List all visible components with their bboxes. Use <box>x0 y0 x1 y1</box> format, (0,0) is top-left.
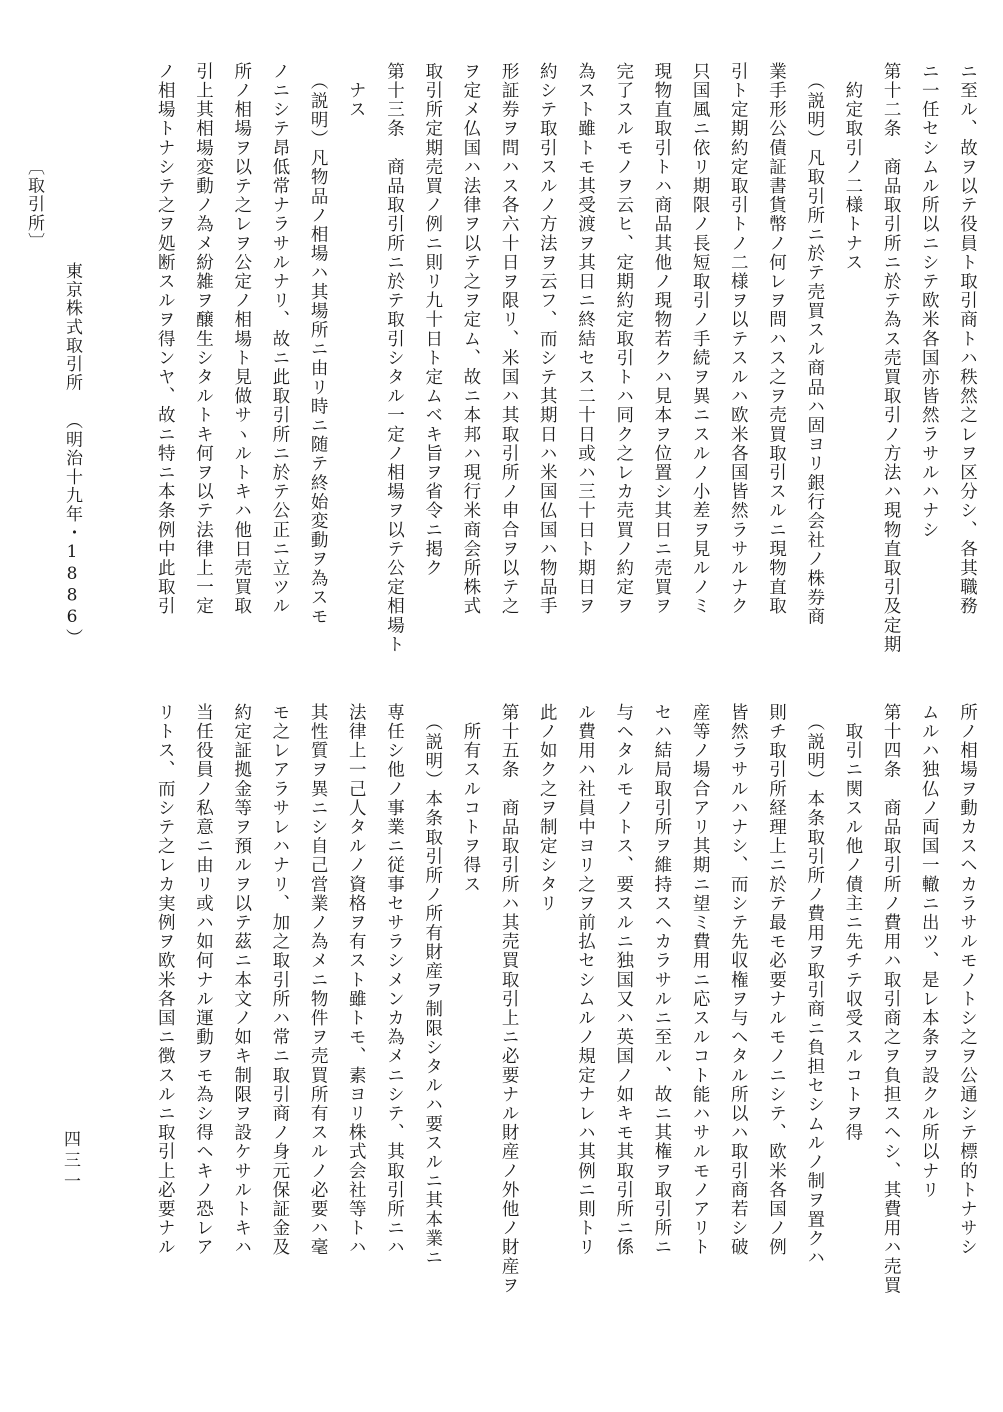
text-column: ナス <box>346 62 367 120</box>
text-column: ニ至ル、故ヲ以テ役員ト取引商トハ秩然之レヲ区分シ、各其職務 <box>957 62 978 616</box>
text-column: 約定証拠金等ヲ預ルヲ以テ茲ニ本文ノ如キ制限ヲ設ケサルトキハ <box>231 703 252 1257</box>
text-column: ル費用ハ社員中ヨリ之ヲ前払セシムルノ規定ナレハ其例ニ則トリ <box>575 703 596 1257</box>
text-column: モ之レアラサレハナリ、加之取引所ハ常ニ取引商ノ身元保証金及 <box>269 703 290 1257</box>
text-column: （説明）凡物品ノ相場ハ其場所ニ由リ時ニ随テ終始変動ヲ為スモ <box>308 62 329 627</box>
text-column: 第十三条 商品取引所ニ於テ取引シタル一定ノ相場ヲ以テ公定相場ト <box>384 62 405 655</box>
text-column: 与ヘタルモノトス、要スルニ独国又ハ英国ノ如キモ其取引所ニ係 <box>613 703 634 1257</box>
text-column: 産等ノ場合アリ其期ニ望ミ費用ニ応スルコト能ハサルモノアリト <box>690 703 711 1257</box>
footer-date: （明治十九年・1886） <box>62 412 82 648</box>
footer-section-label: 〔取引所〕 <box>24 158 44 251</box>
text-column: 此ノ如ク之ヲ制定シタリ <box>537 703 558 914</box>
text-column: 引上其相場変動ノ為メ紛雑ヲ醸生シタルトキ何ヲ以テ法律上一定 <box>193 62 214 616</box>
text-column: （説明）本条取引所ノ所有財産ヲ制限シタルハ要スルニ其本業ニ <box>422 703 443 1268</box>
text-column: 為スト雖トモ其受渡ヲ其日ニ終結セス二十日或ハ三十日ト期日ヲ <box>575 62 596 616</box>
text-column: 取引ニ関スル他ノ債主ニ先チテ収受スルコトヲ得 <box>842 703 863 1143</box>
text-column: 第十五条 商品取引所ハ其売買取引上ニ必要ナル財産ノ外他ノ財産ヲ <box>499 703 520 1296</box>
text-column: 完了スルモノヲ云ヒ、定期約定取引トハ同ク之レカ売買ノ約定ヲ <box>613 62 634 616</box>
text-column: 其性質ヲ異ニシ自己営業ノ為メニ物件ヲ売買所有スルノ必要ハ毫 <box>308 703 329 1257</box>
text-column: 第十四条 商品取引所ノ費用ハ取引商之ヲ負担スヘシ、其費用ハ売買 <box>881 703 902 1296</box>
text-column: 只国風ニ依リ期限ノ長短取引ノ手続ヲ異ニスルノ小差ヲ見ルノミ <box>690 62 711 616</box>
text-column: 所有スルコトヲ得ス <box>460 703 481 894</box>
text-column: 所ノ相場ヲ動カスヘカラサルモノトシ之ヲ公通シテ標的トナサシ <box>957 703 978 1257</box>
text-column: 第十二条 商品取引所ニ於テ為ス売買取引ノ方法ハ現物直取引及定期 <box>881 62 902 655</box>
text-column: 法律上一己人タルノ資格ヲ有スト雖トモ、素ヨリ株式会社等トハ <box>346 703 367 1257</box>
page-number: 四三一 <box>60 1130 80 1193</box>
text-column: ノ相場トナシテ之ヲ処断スルヲ得ンヤ、故ニ特ニ本条例中此取引 <box>155 62 176 616</box>
text-column: 専任シ他ノ事業ニ従事セサラシメンカ為メニシテ、其取引所ニハ <box>384 703 405 1257</box>
text-column: 約定取引ノ二様トナス <box>842 62 863 273</box>
text-column: 則チ取引所経理上ニ於テ最モ必要ナルモノニシテ、欧米各国ノ例 <box>766 703 787 1257</box>
text-column: リトス、而シテ之レカ実例ヲ欧米各国ニ徴スルニ取引上必要ナル <box>155 703 176 1257</box>
text-column: 当任役員ノ私意ニ由リ或ハ如何ナル運動ヲモ為シ得ヘキノ恐レア <box>193 703 214 1257</box>
text-column: ノニシテ昂低常ナラサルナリ、故ニ此取引所ニ於テ公正ニ立ツル <box>269 62 290 616</box>
text-column: ヲ定メ仏国ハ法律ヲ以テ之ヲ定ム、故ニ本邦ハ現行米商会所株式 <box>460 62 481 616</box>
text-column: 業手形公債証書貨幣ノ何レヲ問ハス之ヲ売買取引スルニ現物直取 <box>766 62 787 616</box>
text-column: 皆然ラサルハナシ、而シテ先収権ヲ与ヘタル所以ハ取引商若シ破 <box>728 703 749 1257</box>
text-column: （説明）凡取引所ニ於テ売買スル商品ハ固ヨリ銀行会社ノ株券商 <box>804 62 825 627</box>
text-column: ムルハ独仏ノ両国一轍ニ出ツ、是レ本条ヲ設クル所以ナリ <box>919 703 940 1200</box>
text-column: ニ一任セシムル所以ニシテ欧米各国亦皆然ラサルハナシ <box>919 62 940 540</box>
text-column: 約シテ取引スルノ方法ヲ云フ、而シテ其期日ハ米国仏国ハ物品手 <box>537 62 558 616</box>
text-column: 現物直取引トハ商品其他ノ現物若クハ見本ヲ位置シ其日ニ売買ヲ <box>651 62 672 616</box>
footer-source: 東京株式取引所 <box>62 262 82 393</box>
text-column: 形証券ヲ問ハス各六十日ヲ限リ、米国ハ其取引所ノ申合ヲ以テ之 <box>499 62 520 616</box>
text-column: 引ト定期約定取引トノ二様ヲ以テスルハ欧米各国皆然ラサルナク <box>728 62 749 616</box>
text-column: （説明）本条取引所ノ費用ヲ取引商ニ負担セシムルノ制ヲ置クハ <box>804 703 825 1268</box>
text-column: 所ノ相場ヲ以テ之レヲ公定ノ相場ト見做サヽルトキハ他日売買取 <box>231 62 252 616</box>
text-column: セハ結局取引所ヲ維持スヘカラサルニ至ル、故ニ其権ヲ取引所ニ <box>651 703 672 1257</box>
text-column: 取引所定期売買ノ例ニ則リ九十日ト定ムベキ旨ヲ省令ニ掲ク <box>422 62 443 578</box>
